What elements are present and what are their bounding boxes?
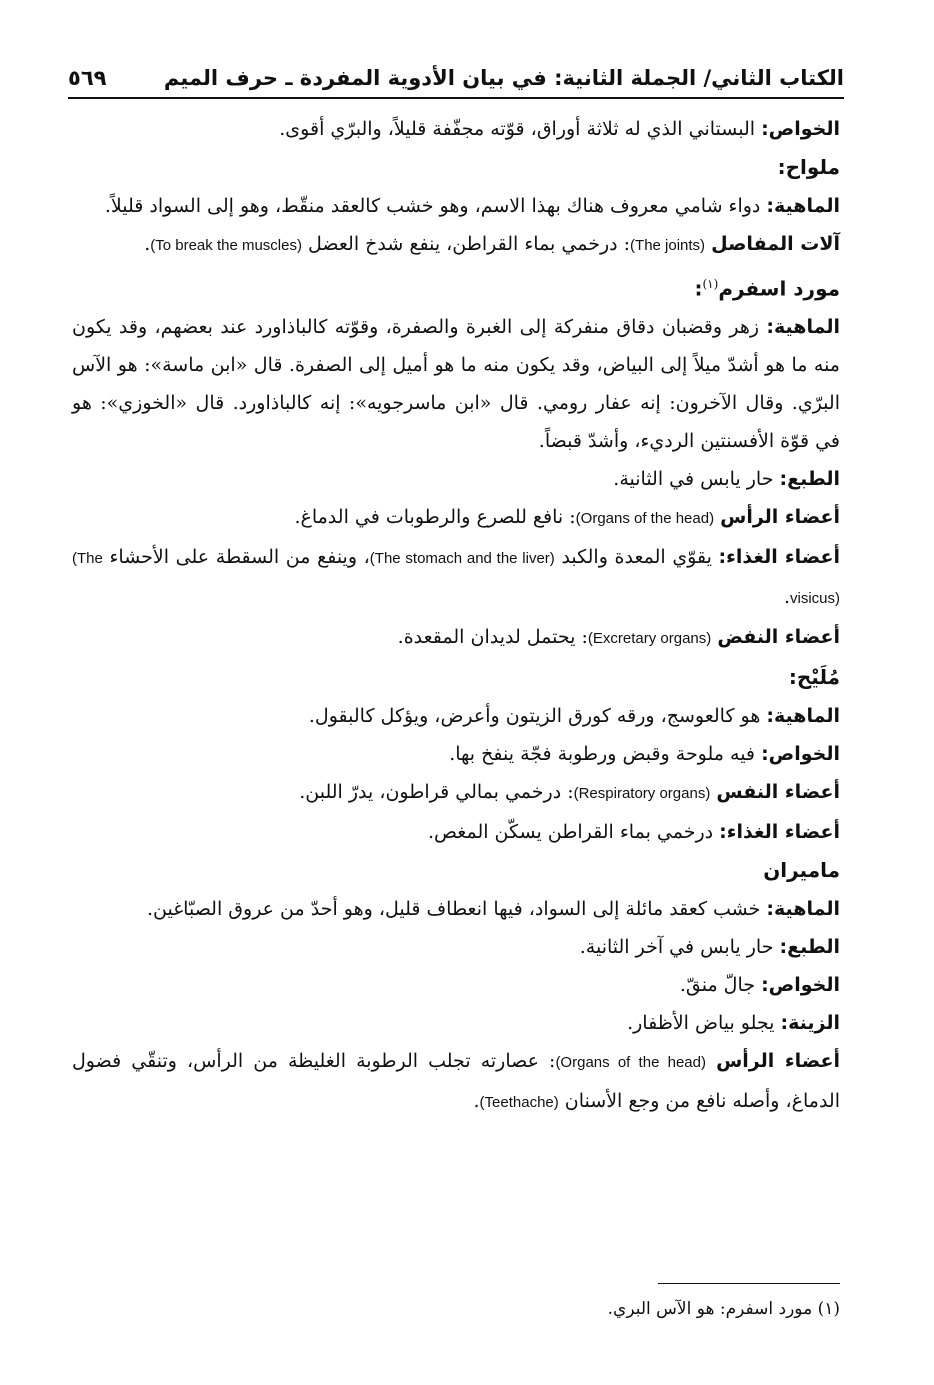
paragraph bbox=[72, 538, 840, 618]
entry-label: أعضاء الرأس bbox=[716, 1050, 840, 1073]
page-number: ٥٦٩ bbox=[68, 66, 107, 90]
english-gloss: (The visicus) bbox=[72, 550, 840, 608]
paragraph bbox=[72, 618, 840, 658]
paragraph bbox=[72, 308, 840, 460]
entry-text: يجلو بياض الأظفار. bbox=[627, 1012, 781, 1035]
paragraph bbox=[72, 110, 840, 148]
paragraph bbox=[72, 890, 840, 928]
entry-label: الزينة: bbox=[780, 1012, 840, 1035]
running-title: الكتاب الثاني/ الجملة الثانية: في بيان الأدوية المفردة ـ حرف الميم bbox=[163, 66, 844, 90]
entry-heading: مورد اسفرم bbox=[718, 276, 840, 301]
footnote-marker: (١) bbox=[702, 277, 719, 291]
entry-text: دواء شامي معروف هناك بهذا الاسم، وهو خشب كالعقد منقّط، وهو إلى السواد قليلاً. bbox=[104, 195, 767, 217]
entry-text: حار يابس في آخر الثانية. bbox=[579, 936, 780, 959]
entry-label: الماهية: bbox=[766, 316, 840, 339]
entry-text: : درخمي بمالي قراطون، يدرّ اللبن. bbox=[299, 781, 574, 804]
paragraph bbox=[72, 813, 840, 851]
footnote: (١) مورد اسفرم: هو الآس البري. bbox=[607, 1299, 840, 1319]
entry-text: حار يابس في الثانية. bbox=[613, 468, 780, 491]
entry-label: الخواص: bbox=[761, 974, 840, 997]
entry-heading: ماميران bbox=[763, 858, 840, 883]
entry-text: هو كالعوسج، ورقه كورق الزيتون وأعرض، ويؤكل كالبقول. bbox=[308, 705, 767, 728]
main-text bbox=[72, 110, 840, 1122]
paragraph bbox=[72, 928, 840, 966]
paragraph bbox=[72, 225, 840, 265]
entry-label: الماهية: bbox=[766, 195, 840, 217]
entry-heading-tail: : bbox=[694, 276, 703, 301]
entry-text: : عصارته تجلب الرطوبة الغليظة من الرأس، وتنقّي فضول الدماغ، وأصله نافع من وجع الأسنان bbox=[72, 1050, 840, 1113]
entry-label: الماهية: bbox=[766, 705, 840, 728]
entry-text: فيه ملوحة وقبض ورطوبة فجّة ينفخ بها. bbox=[449, 743, 762, 766]
english-gloss: (Respiratory organs) bbox=[573, 785, 711, 803]
english-gloss: (Teethache) bbox=[479, 1094, 559, 1112]
paragraph bbox=[72, 187, 840, 225]
entry-label: آلات المفاصل bbox=[711, 233, 840, 255]
paragraph bbox=[72, 265, 840, 308]
entry-label: أعضاء النفض bbox=[717, 626, 840, 649]
english-gloss: (To break the muscles) bbox=[150, 237, 302, 254]
entry-text: زهر وقضبان دقاق منفركة إلى الغبرة والصفرة، وقوّته كالباذاورد عند بعضهم، وقد يكون منه ما هو أشدّ ميلاً إلى البياض، وقد يكون منه ما هو أميل إلى الصفرة. قال «ابن ماسة»: هو الآس البرّي. وقال الآخرون: إنه عفار رومي. قال «ابن ماسرجويه»: إنه كالباذاورد. قال «الخوزي»: هو في قوّة الأفسنتين الرديء، وأشدّ قبضاً. bbox=[72, 316, 840, 453]
running-header bbox=[68, 50, 844, 90]
english-gloss: (The joints) bbox=[630, 237, 706, 254]
english-gloss: (Organs of the head) bbox=[575, 510, 715, 528]
paragraph bbox=[72, 1004, 840, 1042]
entry-label: الماهية: bbox=[766, 898, 840, 921]
english-gloss: (Excretary organs) bbox=[587, 630, 712, 648]
entry-text: . bbox=[783, 586, 790, 609]
entry-label: أعضاء الرأس bbox=[720, 506, 840, 529]
paragraph bbox=[72, 697, 840, 735]
paragraph bbox=[72, 851, 840, 890]
paragraph bbox=[72, 966, 840, 1004]
entry-label: الخواص: bbox=[761, 743, 840, 766]
entry-label: الطبع: bbox=[779, 936, 840, 959]
paragraph bbox=[72, 148, 840, 187]
paragraph bbox=[72, 658, 840, 697]
entry-label: الطبع: bbox=[779, 468, 840, 491]
entry-text: . bbox=[473, 1090, 480, 1113]
header-rule bbox=[68, 97, 844, 99]
entry-text: جالّ منقّ. bbox=[679, 974, 762, 997]
entry-text: البستاني الذي له ثلاثة أوراق، قوّته مجفّفة قليلاً، والبرّي أقوى. bbox=[279, 118, 762, 140]
entry-text: . bbox=[144, 233, 151, 255]
entry-text: : درخمي بماء القراطن، ينفع شدخ العضل bbox=[301, 233, 631, 255]
entry-text: خشب كعقد مائلة إلى السواد، فيها انعطاف قليل، وهو أحدّ من عروق الصبّاغين. bbox=[147, 898, 767, 921]
entry-text: درخمي بماء القراطن يسكّن المغص. bbox=[427, 821, 720, 844]
entry-heading: مُلَيْح: bbox=[788, 665, 840, 690]
english-gloss: (The stomach and the liver) bbox=[369, 550, 555, 568]
paragraph bbox=[72, 773, 840, 813]
paragraph bbox=[72, 1042, 840, 1122]
entry-text: ، وينفع من السقطة على الأحشاء bbox=[102, 546, 370, 569]
entry-label: أعضاء الغذاء: bbox=[718, 546, 840, 569]
footnote-rule bbox=[658, 1283, 840, 1284]
entry-text: يقوّي المعدة والكبد bbox=[554, 546, 719, 569]
entry-text: : يحتمل لديدان المقعدة. bbox=[397, 626, 588, 649]
entry-label: الخواص: bbox=[761, 118, 840, 140]
paragraph bbox=[72, 498, 840, 538]
english-gloss: (Organs of the head) bbox=[555, 1054, 706, 1072]
entry-text: : نافع للصرع والرطوبات في الدماغ. bbox=[294, 506, 576, 529]
paragraph bbox=[72, 460, 840, 498]
entry-heading: ملواح: bbox=[777, 155, 840, 179]
entry-label: أعضاء النفس bbox=[716, 781, 840, 804]
entry-label: أعضاء الغذاء: bbox=[719, 821, 840, 844]
paragraph bbox=[72, 735, 840, 773]
